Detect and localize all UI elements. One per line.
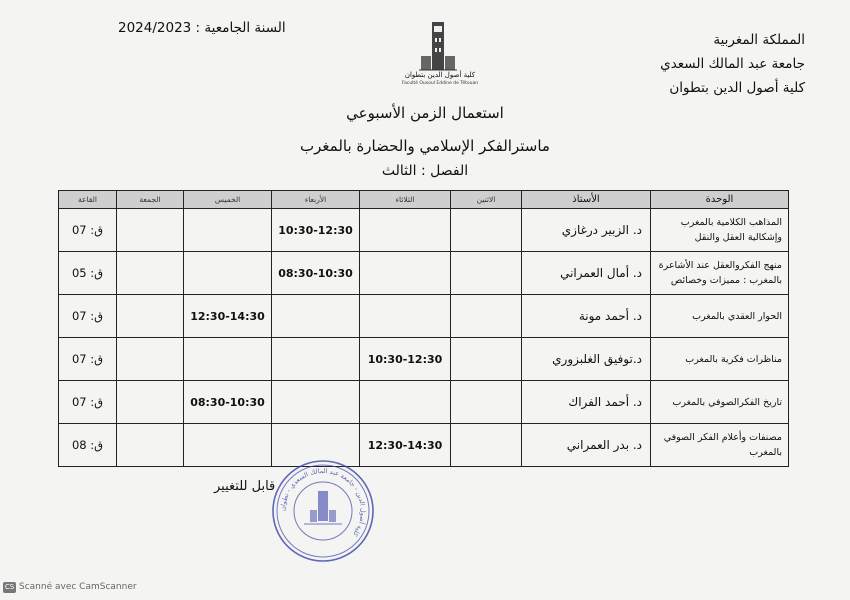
room-cell: ق: 07 — [59, 295, 117, 338]
unit-cell: منهج الفكروالعقل عند الأشاعرة بالمغرب : مميزات وخصائص — [651, 252, 789, 295]
col-room: القاعة — [59, 191, 117, 209]
thursday-cell — [184, 424, 272, 467]
scanner-text: Scanné avec CamScanner — [19, 582, 137, 592]
faculty-label: كلية أصول الدين بتطوان — [669, 80, 805, 96]
table-row — [59, 209, 789, 252]
thursday-cell — [184, 338, 272, 381]
friday-cell — [117, 381, 184, 424]
room-cell: ق: 07 — [59, 381, 117, 424]
tuesday-cell: 10:30-12:30 — [360, 338, 451, 381]
university-label: جامعة عبد المالك السعدي — [660, 56, 805, 72]
monday-cell — [451, 424, 522, 467]
col-tuesday: الثلاثاء — [360, 191, 451, 209]
header-row — [59, 191, 789, 209]
thursday-cell — [184, 209, 272, 252]
table-row — [59, 295, 789, 338]
col-unit: الوحدة — [651, 191, 789, 209]
professor-cell: د. أحمد مونة — [522, 295, 651, 338]
professor-cell: د. أحمد الفراك — [522, 381, 651, 424]
col-professor: الأستاذ — [522, 191, 651, 209]
room-cell: ق: 07 — [59, 338, 117, 381]
professor-cell: د. الزبير درغازي — [522, 209, 651, 252]
professor-cell: د.توفيق الغلبزوري — [522, 338, 651, 381]
tuesday-cell — [360, 381, 451, 424]
friday-cell — [117, 424, 184, 467]
thursday-cell: 08:30-10:30 — [184, 381, 272, 424]
academic-year: السنة الجامعية : 2024/2023 — [118, 20, 286, 36]
wednesday-cell — [272, 295, 360, 338]
tuesday-cell: 12:30-14:30 — [360, 424, 451, 467]
tuesday-cell — [360, 295, 451, 338]
col-wednesday: الأربعاء — [272, 191, 360, 209]
institution-header — [660, 28, 805, 100]
thursday-cell: 12:30-14:30 — [184, 295, 272, 338]
friday-cell — [117, 209, 184, 252]
program-title: ماسترالفكر الإسلامي والحضارة بالمغرب — [300, 137, 550, 155]
kingdom-label: المملكة المغربية — [713, 32, 805, 48]
unit-cell: المذاهب الكلامية بالمغرب وإشكالية العقل والنقل — [651, 209, 789, 252]
faculty-logo — [395, 20, 485, 100]
room-cell: ق: 08 — [59, 424, 117, 467]
tuesday-cell — [360, 209, 451, 252]
schedule-title: استعمال الزمن الأسبوعي — [346, 104, 504, 122]
monday-cell — [451, 295, 522, 338]
logo-subcaption: Faculté Ousoul Eddine de Tétouan — [401, 81, 479, 86]
friday-cell — [117, 252, 184, 295]
monday-cell — [451, 381, 522, 424]
table-row — [59, 252, 789, 295]
logo-caption: كلية أصول الدين بتطوان — [404, 71, 476, 79]
subject-to-change-note: قابل للتغيير — [214, 479, 276, 494]
camscanner-icon: CS — [4, 583, 15, 591]
room-cell: ق: 07 — [59, 209, 117, 252]
monday-cell — [451, 338, 522, 381]
room-cell: ق: 05 — [59, 252, 117, 295]
table-row — [59, 381, 789, 424]
timetable — [58, 190, 789, 467]
friday-cell — [117, 338, 184, 381]
friday-cell — [117, 295, 184, 338]
table-row — [59, 338, 789, 381]
semester-title: الفصل : الثالث — [381, 163, 469, 179]
professor-cell: د. بدر العمراني — [522, 424, 651, 467]
monday-cell — [451, 209, 522, 252]
wednesday-cell: 10:30-12:30 — [272, 209, 360, 252]
unit-cell: تاريخ الفكرالصوفي بالمغرب — [651, 381, 789, 424]
official-stamp — [270, 458, 376, 564]
thursday-cell — [184, 252, 272, 295]
monday-cell — [451, 252, 522, 295]
professor-cell: د. أمال العمراني — [522, 252, 651, 295]
scanner-watermark — [3, 582, 137, 593]
unit-cell: مناظرات فكرية بالمغرب — [651, 338, 789, 381]
unit-cell: الحوار العقدي بالمغرب — [651, 295, 789, 338]
wednesday-cell: 08:30-10:30 — [272, 252, 360, 295]
unit-cell: مصنفات وأعلام الفكر الصوفي بالمغرب — [651, 424, 789, 467]
wednesday-cell — [272, 338, 360, 381]
col-thursday: الخميس — [184, 191, 272, 209]
col-friday: الجمعة — [117, 191, 184, 209]
tuesday-cell — [360, 252, 451, 295]
stamp-text: كلية أصول الدين - جامعة عبد المالك السعدي - تطوان — [278, 466, 368, 538]
wednesday-cell — [272, 381, 360, 424]
table-row — [59, 424, 789, 467]
col-monday: الاثنين — [451, 191, 522, 209]
